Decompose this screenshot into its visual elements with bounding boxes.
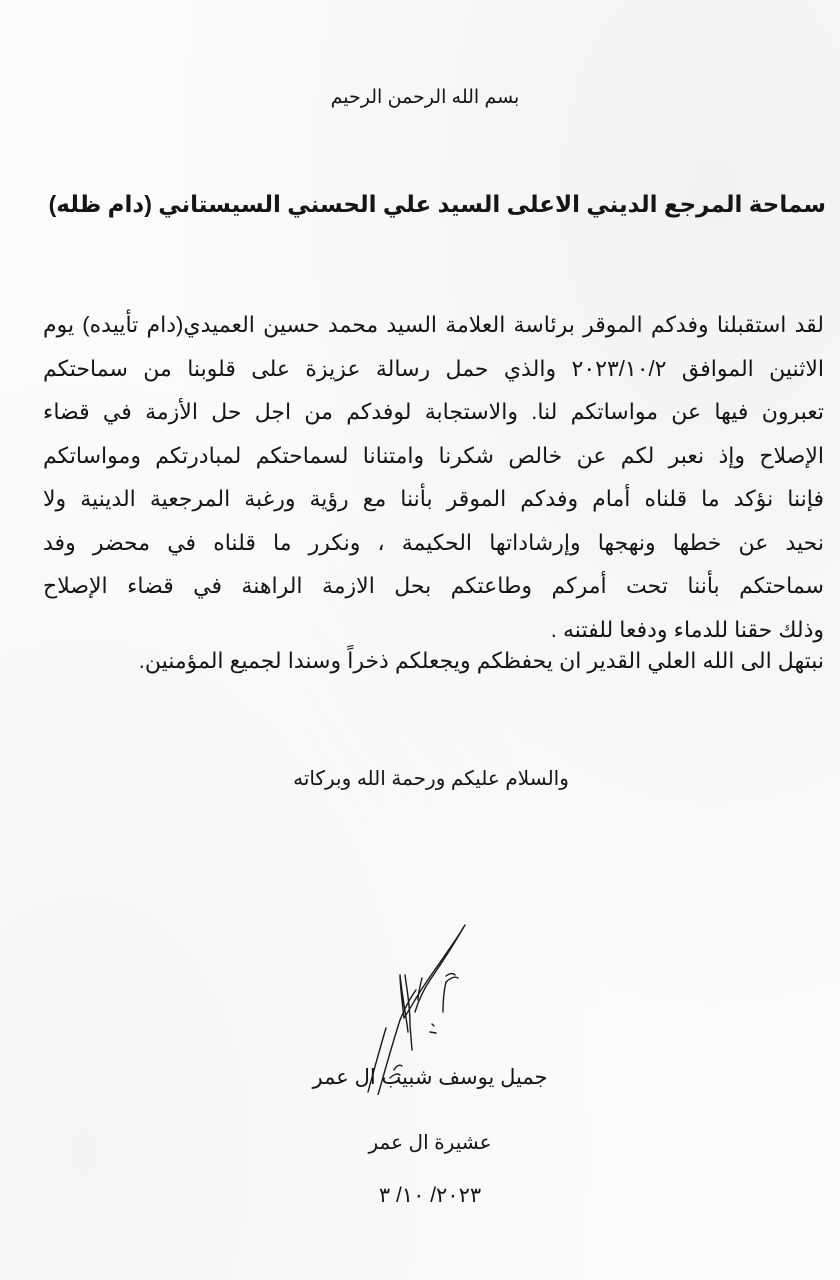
letter-body [43, 303, 824, 651]
signer-name: جميل يوسف شبيب ال عمر [312, 1066, 548, 1089]
body-line: نحيد عن خطها ونهجها وإرشاداتها الحكيمة ، ونكرر ما قلناه في محضر وفد [43, 529, 824, 555]
body-line: وذلك حقنا للدماء ودفعا للفتنه . [550, 616, 824, 642]
signature-stroke [430, 1032, 436, 1033]
signature-stroke [443, 982, 446, 1012]
letter-date: ٢٠٢٣/ ١٠/ ٣ [378, 1184, 482, 1207]
closing-greeting: والسلام عليكم ورحمة الله وبركاته [293, 768, 569, 790]
prayer-paragraph: نبتهل الى الله العلي القدير ان يحفظكم ويجعلكم ذخراً وسندا لجميع المؤمنين. [138, 648, 824, 673]
signature-stroke [405, 975, 412, 1050]
signature-stroke [415, 928, 463, 1012]
body-line: لقد استقبلنا وفدكم الموقر برئاسة العلامة السيد محمد حسين العميدي(دام تأييده) يوم [43, 312, 824, 337]
body-line: الإصلاح وإذ نعبر لكم عن خالص شكرنا وامتنانا لسماحتكم لمبادرتكم ومواساتكم [43, 442, 824, 468]
signature-stroke [446, 974, 455, 976]
body-line: فإننا نؤكد ما قلناه أمام وفدكم الموقر بأننا مع رؤية ورغبة المرجعية الدينية ولا [43, 486, 824, 511]
addressee-heading: سماحة المرجع الديني الاعلى السيد علي الحسني السيستاني (دام ظله) [48, 191, 826, 217]
signer-tribe: عشيرة ال عمر [368, 1132, 492, 1154]
body-line: تعبرون فيها عن مواساتكم لنا. والاستجابة لوفدكم من اجل حل الأزمة في قضاء [43, 399, 824, 424]
signature-stroke [446, 977, 458, 982]
basmala-heading: بسم الله الرحمن الرحيم [330, 87, 520, 108]
body-line: سماحتكم بأننا تحت أمركم وطاعتكم بحل الازمة الراهنة في قضاء الإصلاح [43, 573, 824, 598]
body-line: الاثنين الموافق ٢٠٢٣/١٠/٢ والذي حمل رسالة عزيزة على قلوبنا من سماحتكم [43, 355, 824, 381]
signature-stroke [432, 1024, 434, 1026]
